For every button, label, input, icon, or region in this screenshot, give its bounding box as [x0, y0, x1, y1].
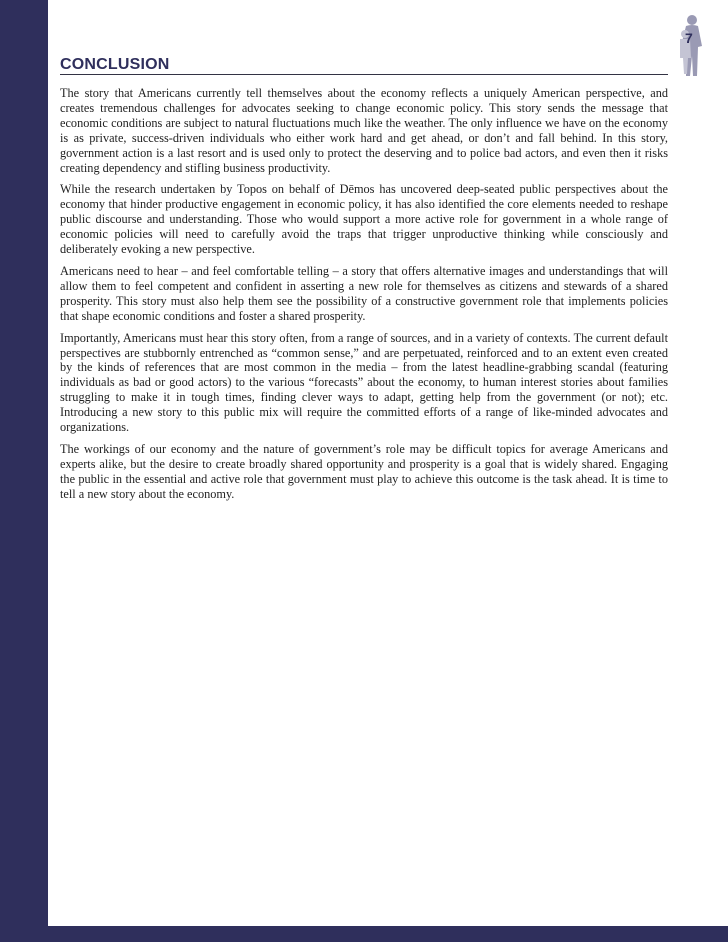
paragraph-3: Americans need to hear – and feel comfortable telling – a story that offers alternative images and understandings that will allow them to feel competent and confident in asserting a new role for themselves as citizens and stewards of a shared prosperity. This story must also help them see the possibility of a constructive government role that implements policies that shape economic conditions and foster a shared prosperity.	[60, 263, 668, 323]
section-heading: CONCLUSION	[60, 56, 668, 75]
paragraph-2: While the research undertaken by Topos on behalf of Dēmos has uncovered deep-seated public perspectives about the economy that hinder productive engagement in economic policy, it has also identified the core elements needed to reshape public discourse and understanding. Those who would support a more active role for government in a whole range of economic policies will need to carefully avoid the traps that trigger unproductive thinking while consciously and deliberately evoking a new perspective.	[60, 182, 668, 257]
paragraph-5: The workings of our economy and the nature of government’s role may be difficult topics for average Americans and experts alike, but the desire to create broadly shared opportunity and prosperity is a goal that is widely shared. Engaging the public in the essential and active role that government must play to achieve this outcome is the task ahead. It is time to tell a new story about the economy.	[60, 441, 668, 501]
paragraph-1: The story that Americans currently tell themselves about the economy reflects a uniquely American perspective, and creates tremendous challenges for advocates seeking to change economic policy. This story sends the message that economic conditions are subject to natural fluctuations much like the weather. The only influence we have on the economy is as private, success-driven individuals who either work hard and get ahead, or don’t and fall behind. In this story, government action is a last resort and is used only to protect the deserving and to police bad actors, and even then it risks creating dependency and stifling business productivity.	[60, 86, 668, 175]
paragraph-4: Importantly, Americans must hear this story often, from a range of sources, and in a variety of contexts. The current default perspectives are stubbornly entrenched as “common sense,” and are perpetuated, reinforced and to an extent even created by the kinds of references that are most common in the media – from the latest headline-grabbing scandal (featuring individuals as bad or good actors) to the various “forecasts” about the economy, to human interest stories about families struggling to make it in tough times, finding clever ways to adapt, getting help from the government (or not); etc. Introducing a new story to this public mix will require the committed efforts of a range of like-minded advocates and organizations.	[60, 330, 668, 435]
body-text	[60, 86, 668, 509]
page-number: 7	[685, 30, 693, 46]
